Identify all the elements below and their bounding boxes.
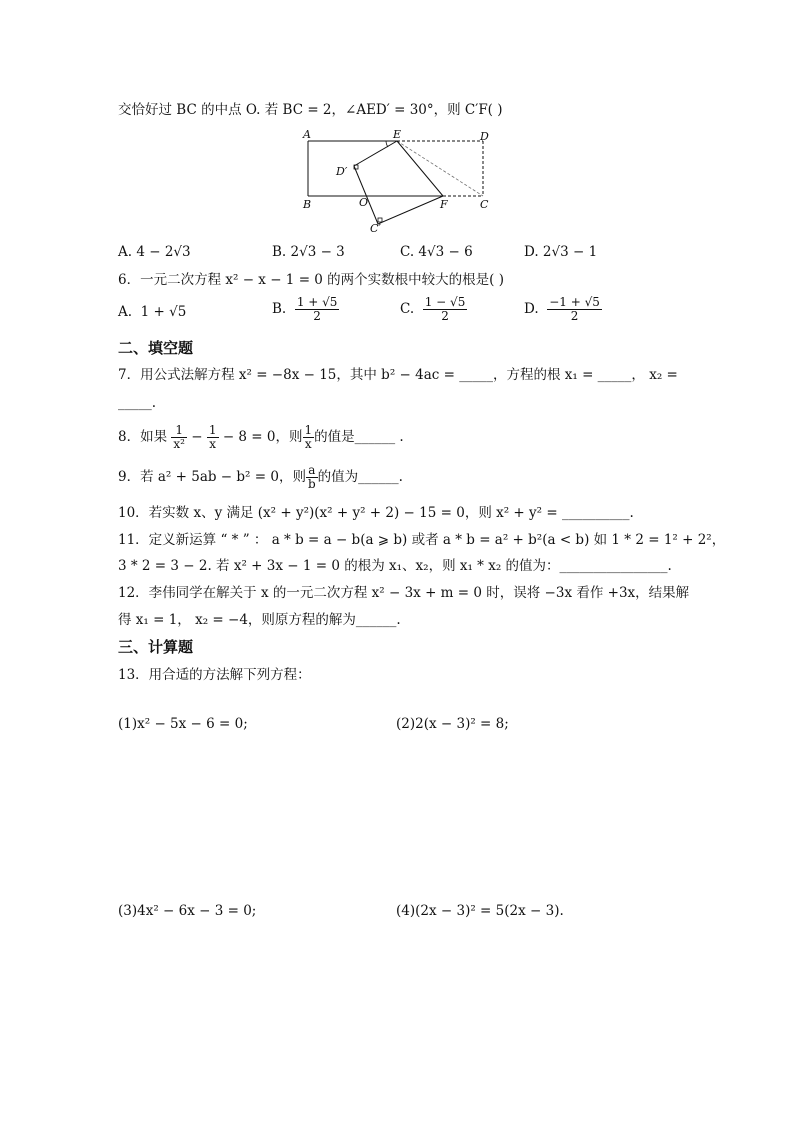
q11-line2: 3 * 2 = 3 − 2. 若 x² + 3x − 1 = 0 的根为 x₁、x₂，则 x₁ * x₂ 的值为：________________. [118, 558, 672, 574]
q7-line1: 7．用公式法解方程 x² = −8x − 15，其中 b² − 4ac = _____，方程的根 x₁ = _____， x₂ = [118, 367, 678, 383]
q6-option-b: B. $\frac{1 + √5}{2}$ [272, 295, 338, 323]
q13-part3: (3)4x² − 6x − 3 = 0; [118, 903, 257, 919]
section-heading-calculation: 三、计算题 [118, 638, 194, 656]
label-A: A [303, 128, 311, 141]
q13-part1: (1)x² − 5x − 6 = 0; [118, 716, 248, 732]
q8: 8．如果 $\frac{1}{\text{x²}}$ − $\frac{1}{x}$ − 8 = 0，则 $\frac{1}{x}$ 的值是______ . [118, 423, 404, 451]
q7-line2: _____. [118, 395, 157, 411]
q5-option-b: B. 2√3 − 3 [272, 244, 345, 260]
q9: 9．若 a² + 5ab − b² = 0，则 $\frac{a}{b}$ 的值为______. [118, 463, 403, 491]
q5-stem: 交恰好过 BC 的中点 O. 若 BC = 2，∠AED′ = 30°，则 C′F( ) [118, 102, 503, 118]
edge-ED-folded-dashed [397, 141, 483, 196]
q6-stem: 6．一元二次方程 x² − x − 1 = 0 的两个实数根中较大的根是( ) [118, 272, 504, 288]
q5-option-c: C. 4√3 − 6 [400, 244, 473, 260]
label-E: E [393, 128, 402, 141]
q13-part2: (2)2(x − 3)² = 8; [396, 716, 509, 732]
label-Dp: D′ [336, 165, 348, 178]
section-heading-fill-blank: 二、填空题 [118, 339, 194, 357]
angle-arc-E [386, 141, 388, 147]
label-Cp: C′ [370, 222, 381, 234]
label-B: B [303, 198, 312, 211]
edge-Dp-Cp [354, 166, 378, 224]
q6-option-c: C. $\frac{1 - √5}{2}$ [400, 295, 466, 323]
q11-line1: 11．定义新运算 “ * ” ： a * b = a − b(a ⩾ b) 或者 a * b = a² + b²(a < b) 如 1 * 2 = 1² + 2²， [118, 532, 726, 548]
q10: 10．若实数 x、y 满足 (x² + y²)(x² + y² + 2) − 15 = 0，则 x² + y² = __________. [118, 505, 634, 521]
label-C: C [480, 198, 489, 211]
label-O: O [359, 196, 369, 209]
edge-ED-prime [354, 141, 397, 166]
edge-Cp-F [378, 196, 443, 224]
q5-option-d: D. 2√3 − 1 [524, 244, 598, 260]
label-F: F [440, 198, 448, 211]
q6-option-a: A. 1 + √5 [118, 304, 187, 320]
label-D: D [480, 130, 489, 143]
q5-option-a: A. 4 − 2√3 [118, 244, 191, 260]
q6-option-d: D. $\frac{-1 + √5}{2}$ [524, 295, 600, 323]
q5-figure [300, 128, 500, 234]
q13-stem: 13．用合适的方法解下列方程： [118, 667, 311, 683]
edge-EF [397, 141, 443, 196]
q12-line1: 12．李伟同学在解关于 x 的一元二次方程 x² − 3x + m = 0 时，误将 −3x 看作 +3x，结果解 [118, 585, 690, 601]
q12-line2: 得 x₁ = 1， x₂ = −4，则原方程的解为______. [118, 612, 401, 628]
q13-part4: (4)(2x − 3)² = 5(2x − 3). [396, 903, 564, 919]
